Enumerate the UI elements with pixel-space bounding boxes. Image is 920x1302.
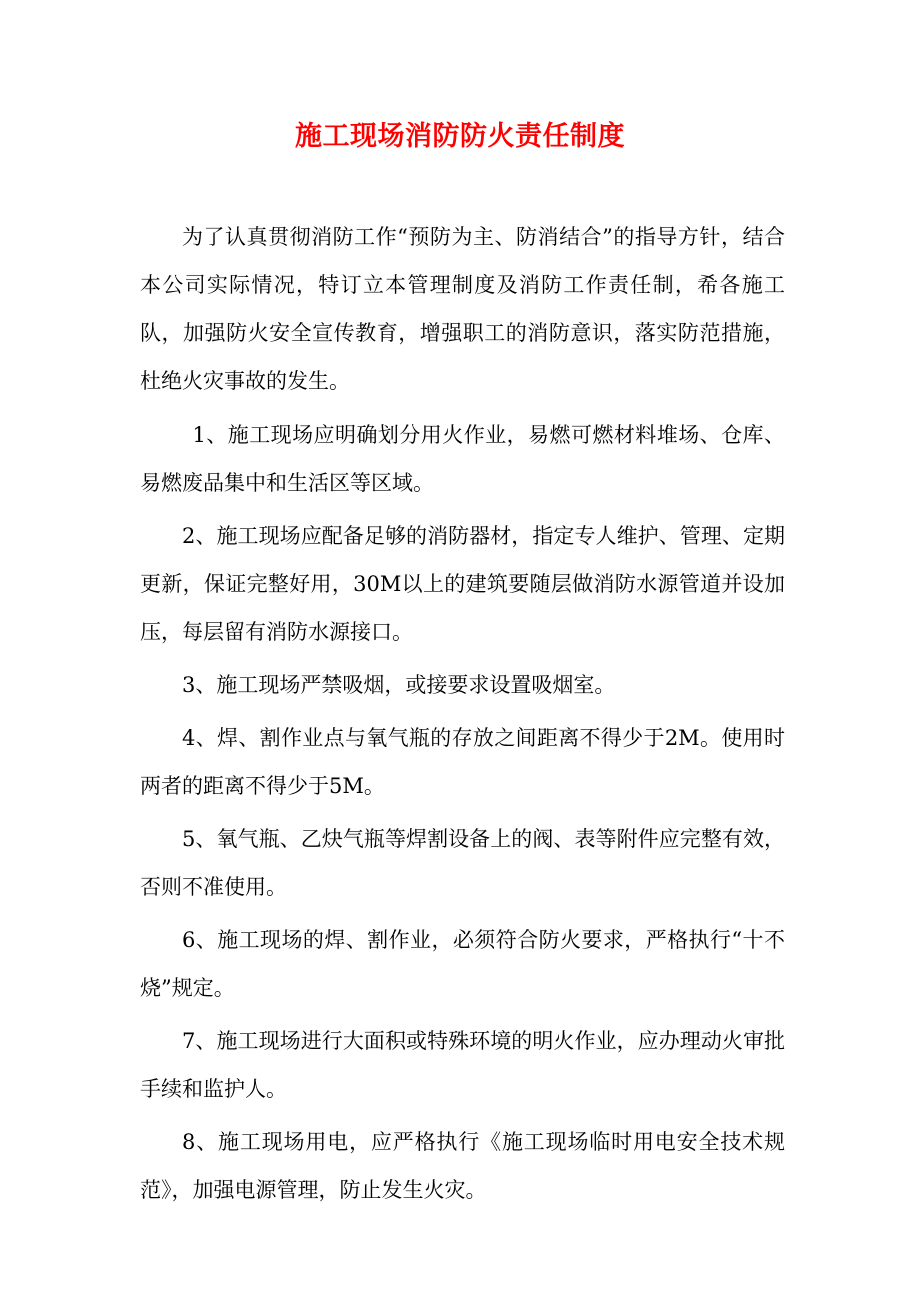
document-body bbox=[140, 213, 785, 1219]
rule-item-7: 7、施工现场进行大面积或特殊环境的明火作业，应办理动火审批手续和监护人。 bbox=[140, 1029, 785, 1101]
intro-paragraph: 为了认真贯彻消防工作“预防为主、防消结合”的指导方针，结合本公司实际情况，特订立本管理制度及消防工作责任制，希各施工队，加强防火安全宣传教育，增强职工的消防意识，落实防范措施，杜绝火灾事故的发生。 bbox=[140, 225, 785, 393]
rule-item-4: 4、焊、割作业点与氧气瓶的存放之间距离不得少于2M。使用时两者的距离不得少于5M。 bbox=[140, 726, 785, 798]
rule-item-1: 1、施工现场应明确划分用火作业，易燃可燃材料堆场、仓库、易燃废品集中和生活区等区域。 bbox=[140, 423, 785, 495]
rule-item-3: 3、施工现场严禁吸烟，或接要求设置吸烟室。 bbox=[182, 673, 616, 697]
rule-item-5: 5、氧气瓶、乙炔气瓶等焊割设备上的阀、表等附件应完整有效，否则不准使用。 bbox=[140, 827, 785, 899]
rule-item-8: 8、施工现场用电，应严格执行《施工现场临时用电安全技术规范》，加强电源管理，防止发生火灾。 bbox=[140, 1130, 785, 1202]
rule-item-2: 2、施工现场应配备足够的消防器材，指定专人维护、管理、定期更新，保证完整好用，30M以上的建筑要随层做消防水源管道并设加压，每层留有消防水源接口。 bbox=[140, 524, 785, 644]
document-title: 施工现场消防防火责任制度 bbox=[295, 121, 625, 152]
rule-item-6: 6、施工现场的焊、割作业，必须符合防火要求，严格执行“十不烧”规定。 bbox=[140, 928, 785, 1000]
